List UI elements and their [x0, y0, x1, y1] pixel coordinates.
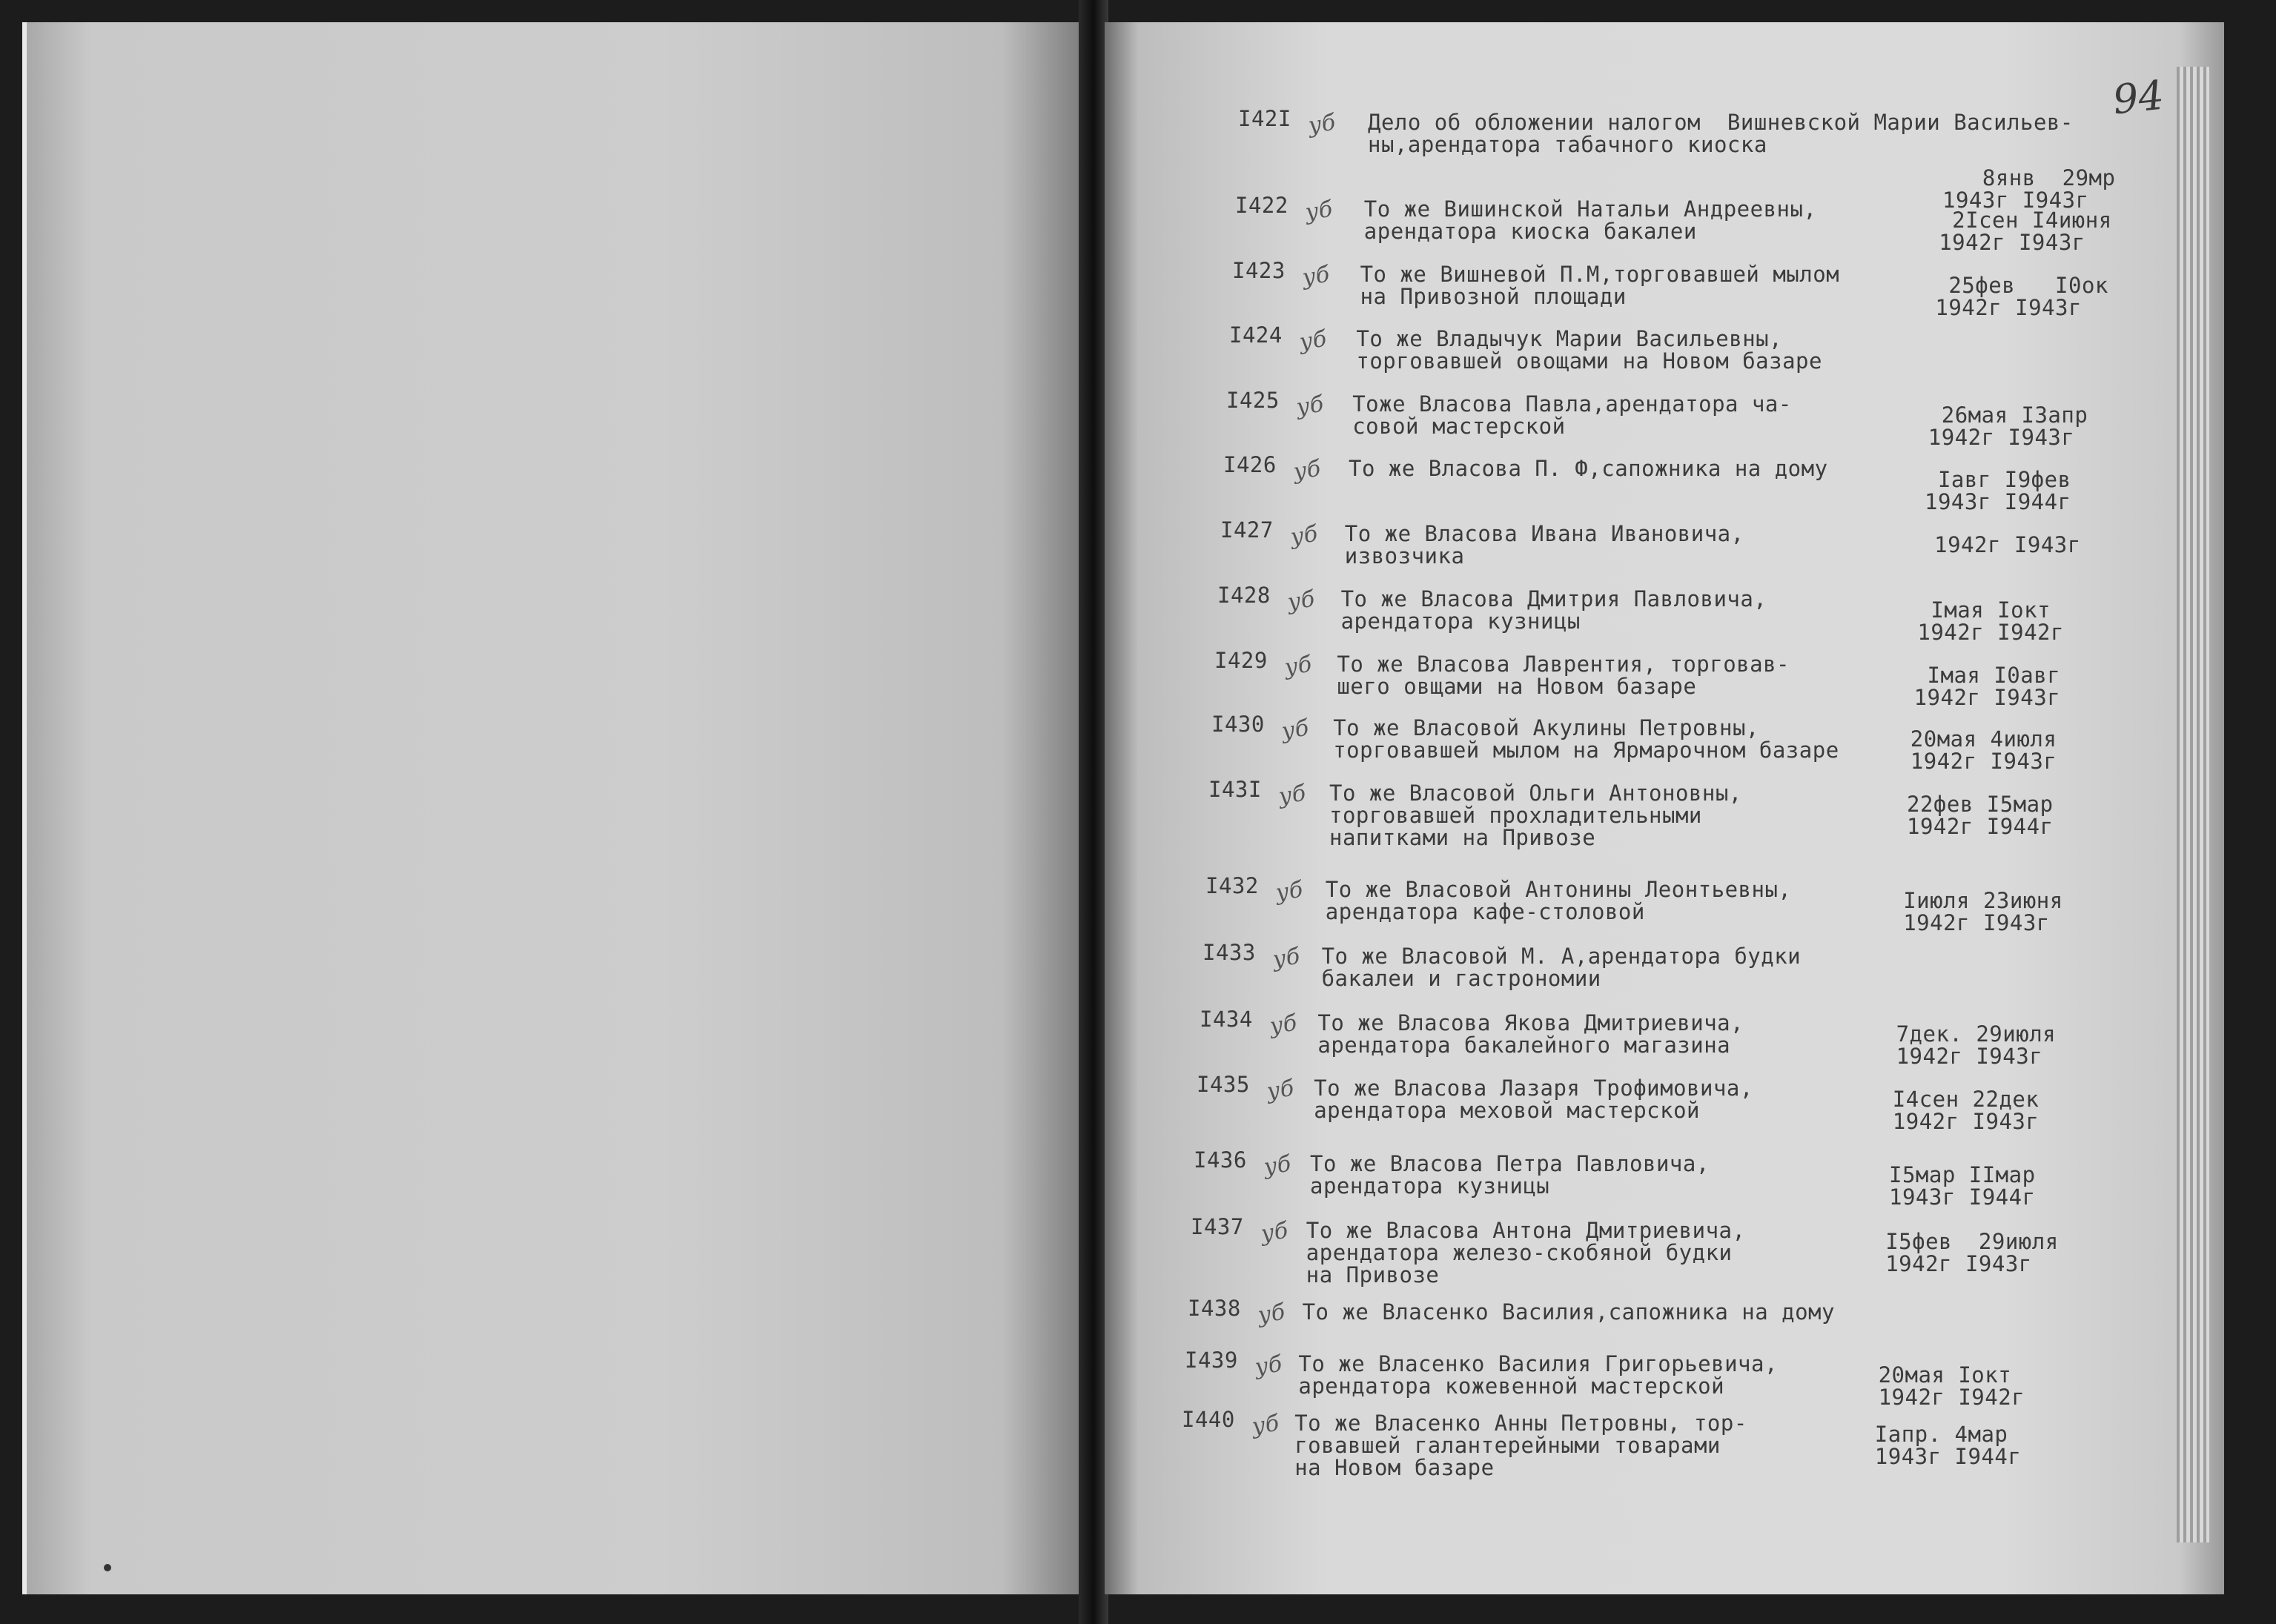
page-edges — [2177, 67, 2209, 1542]
entry-number: I430 — [1211, 712, 1265, 737]
entry-dates: 25фев I0ок 1942г I943г — [1935, 273, 2108, 320]
handwritten-mark: уб — [1286, 586, 1317, 616]
entry-description: Дело об обложении налогом Вишневской ны,арендатора табачного киоска — [1368, 110, 1861, 157]
handwritten-mark: уб — [1306, 109, 1337, 139]
entry-number: I434 — [1200, 1007, 1253, 1032]
entry-number: I432 — [1205, 873, 1259, 898]
handwritten-mark: уб — [1274, 876, 1305, 907]
entry-number: I424 — [1229, 322, 1283, 348]
handwritten-mark: уб — [1268, 1010, 1299, 1040]
entry-description: То же Власовой Акулины Петровны, торговавшей мылом на Ярмарочном базаре — [1333, 715, 1839, 763]
entry-number: I426 — [1223, 452, 1277, 477]
entry-dates: Iмая Iокт 1942г I942г — [1917, 597, 2064, 645]
book-spine — [1079, 0, 1108, 1624]
handwritten-mark: уб — [1283, 651, 1314, 681]
entry-description: То же Владычук Марии Васильевны, торговавшей овощами на Новом базаре — [1356, 326, 1822, 374]
entry-number: I428 — [1217, 583, 1271, 608]
entry-description: То же Власенко Василия Григорьевича, арендатора кожевенной мастерской — [1298, 1351, 1778, 1399]
handwritten-mark: уб — [1259, 1217, 1290, 1247]
entry-number: I423 — [1232, 258, 1286, 283]
handwritten-mark: уб — [1297, 325, 1329, 356]
entry-dates: Iапр. 4мар 1943г I944г — [1874, 1422, 2022, 1469]
handwritten-mark: уб — [1291, 455, 1323, 485]
entry-description: То же Власовой М. А,арендатора будки бакалеи и гастрономии — [1321, 944, 1802, 991]
entry-dates: I5мар IIмар 1943г I944г — [1889, 1162, 2036, 1210]
entry-description: То же Власовой Ольги Антоновны, торговавшей прохладительными напитками на Привозе — [1329, 780, 1742, 850]
binding-hole — [104, 1564, 111, 1571]
handwritten-mark: уб — [1271, 943, 1302, 973]
entry-number: I433 — [1202, 940, 1256, 965]
handwritten-mark: уб — [1262, 1150, 1293, 1181]
handwritten-mark: уб — [1250, 1410, 1281, 1440]
entry-number: I439 — [1185, 1348, 1238, 1373]
entry-dates: Iиюля 23июня 1942г I943г — [1903, 888, 2063, 935]
entry-dates: 20мая Iокт 1942г I942г — [1878, 1362, 2025, 1410]
handwritten-mark: уб — [1253, 1350, 1284, 1381]
entry-number: I440 — [1182, 1407, 1235, 1432]
entry-description: То же Вишневой П.М,торговавшей мылом на Привозной площади — [1360, 262, 1840, 309]
handwritten-mark: уб — [1280, 715, 1311, 745]
entry-number: I437 — [1191, 1214, 1244, 1239]
entry-description: То же Власова Якова Дмитриевича, арендатора бакалейного магазина — [1317, 1010, 1744, 1058]
entry-dates: 8янв 29мр 1943г I943г — [1942, 165, 2116, 213]
entry-description: То же Власова Ивана Ивановича, извозчика — [1344, 521, 1744, 569]
entry-description: То же Власова Антона Дмитриевича, арендатора железо-скобяной будки на Привозе — [1306, 1218, 1746, 1287]
entry-description: То же Власова Лазаря Трофимовича, арендатора меховой мастерской — [1314, 1076, 1753, 1123]
handwritten-mark: уб — [1303, 196, 1334, 226]
entry-number: I435 — [1197, 1072, 1250, 1097]
entry-description: Тоже Власова Павла,арендатора ча- совой мастерской — [1352, 391, 1792, 439]
entry-dates: Iавг I9фев 1943г I944г — [1925, 467, 2071, 514]
handwritten-mark: уб — [1256, 1299, 1287, 1329]
entry-description: То же Власова П. Ф,сапожника на дому — [1349, 456, 1828, 481]
entry-description: То же Власова Лаврентия, торговав- шего овщами на Новом базаре — [1337, 652, 1790, 699]
entry-dates: I4сен 22дек 1942г I943г — [1892, 1087, 2040, 1134]
entry-dates: 7дек. 29июля 1942г I943г — [1896, 1021, 2057, 1069]
handwritten-mark: уб — [1294, 391, 1326, 421]
entry-number: I43I — [1208, 777, 1262, 802]
entry-number: I425 — [1226, 388, 1280, 413]
entry-dates: 20мая 4июля 1942г I943г — [1910, 726, 2057, 774]
left-page-blank — [22, 22, 1087, 1594]
entry-dates: 1942г I943г — [1921, 532, 2081, 557]
entry-number: I42I — [1238, 106, 1291, 131]
entry-description: То же Власенко Василия,сапожника на дому — [1302, 1299, 1835, 1325]
entry-number: I438 — [1188, 1296, 1241, 1321]
folio-number: 94 — [2110, 71, 2166, 124]
handwritten-mark: уб — [1288, 520, 1320, 551]
entry-dates: I5фев 29июля 1942г I943г — [1885, 1229, 2059, 1276]
entry-description: То же Власова Петра Павловича, арендатора кузницы — [1310, 1151, 1710, 1199]
entry-number: I429 — [1214, 648, 1268, 673]
handwritten-mark: уб — [1300, 261, 1331, 291]
handwritten-mark: уб — [1277, 780, 1308, 810]
entry-number: I436 — [1194, 1147, 1247, 1173]
entry-dates: 26мая I3апр 1942г I943г — [1928, 402, 2088, 450]
entry-dates: 2Iсен I4июня 1942г I943г — [1939, 208, 2112, 255]
entry-description: То же Власовой Антонины Леонтьевны, арендатора кафе-столовой — [1325, 877, 1792, 924]
entry-dates: Iмая I0авг 1942г I943г — [1913, 663, 2061, 710]
entry-number: I427 — [1220, 517, 1274, 543]
entry-dates: 22фев I5мар 1942г I944г — [1907, 792, 2054, 839]
handwritten-mark: уб — [1265, 1075, 1296, 1105]
entry-description: То же Вишинской Натальи Андреевны, арендатора киоска бакалеи — [1363, 196, 1817, 244]
entry-description: То же Власенко Анны Петровны, тор- говавшей галантерейными товарами на Новом базаре — [1294, 1411, 1747, 1480]
entry-description: То же Власова Дмитрия Павловича, арендатора кузницы — [1340, 586, 1767, 634]
entry-number: I422 — [1235, 193, 1288, 218]
